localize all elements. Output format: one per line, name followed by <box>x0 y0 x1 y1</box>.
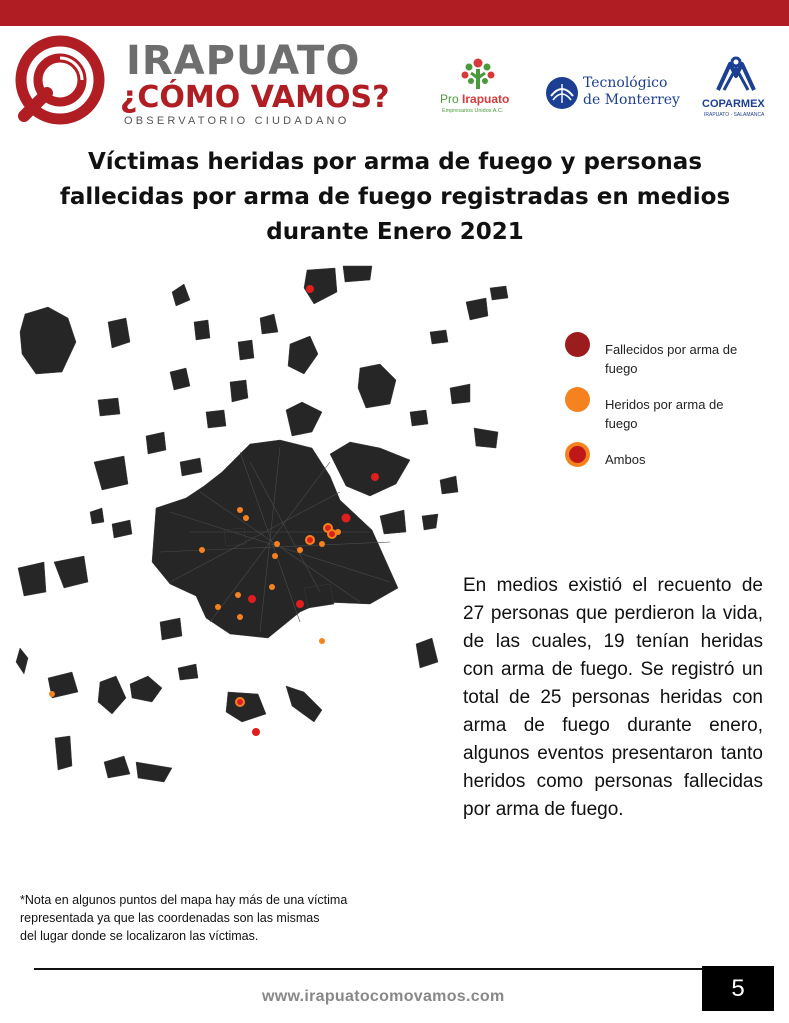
top-accent-bar <box>0 0 789 26</box>
coparmex-sub: IRAPUATO · SALAMANCA <box>704 112 765 118</box>
tree-people-icon <box>438 56 518 90</box>
coparmex-logo <box>700 56 772 120</box>
coparmex-mark-icon <box>714 56 758 94</box>
legend-item-fallecidos <box>565 328 765 383</box>
irapuato-label: Irapuato <box>462 92 510 106</box>
fallecidos-dot-icon <box>565 332 590 357</box>
tec-seal-icon <box>545 76 579 110</box>
pro-label: Pro <box>440 92 459 106</box>
legend-item-heridos <box>565 383 765 438</box>
brand-title: IRAPUATO <box>126 38 361 84</box>
tec-line1: Tecnológico <box>583 75 668 91</box>
legend-label: Fallecidos por arma de fuego <box>605 342 738 376</box>
footnote: *Nota en algunos puntos del mapa hay más de una víctima representada ya que las coordenadas son las mismas del lugar donde se localizaron las víctimas. <box>20 893 348 943</box>
magnifier-logo-icon <box>14 34 114 134</box>
ambos-dot-icon <box>569 446 586 463</box>
pro-irapuato-sub: Empresarios Unidos A.C. <box>442 108 504 114</box>
tec-monterrey-logo <box>545 74 680 114</box>
pro-irapuato-logo <box>438 56 518 116</box>
brand-subtitle: ¿CÓMO VAMOS? <box>120 80 390 115</box>
urban-area-shapes <box>16 266 508 782</box>
legend-item-ambos <box>565 438 765 493</box>
summary-paragraph: En medios existió el recuento de 27 personas que perdieron la vida, de las cuales, 19 tenían heridas con arma de fuego. Se registró un total de 25 personas heridas con arma de fuego durante enero, algunos eventos presentaron tanto heridos como personas fallecidas por arma de fuego. <box>463 575 763 820</box>
brand-tagline: OBSERVATORIO CIUDADANO <box>124 115 350 127</box>
page-title: Víctimas heridas por arma de fuego y personas fallecidas por arma de fuego registradas en medios durante Enero 2021 <box>59 149 731 245</box>
footer-divider <box>34 968 774 970</box>
irapuato-logo <box>14 34 390 134</box>
tec-line2: de Monterrey <box>583 92 680 108</box>
legend-label: Heridos por arma de fuego <box>605 397 724 431</box>
map-legend <box>565 328 765 493</box>
page-number: 5 <box>702 966 774 1011</box>
coparmex-name: COPARMEX <box>702 98 765 110</box>
website-link[interactable]: www.irapuatocomovamos.com <box>262 988 505 1005</box>
legend-label: Ambos <box>605 452 646 467</box>
heridos-dot-icon <box>565 387 590 412</box>
city-map <box>0 262 540 822</box>
